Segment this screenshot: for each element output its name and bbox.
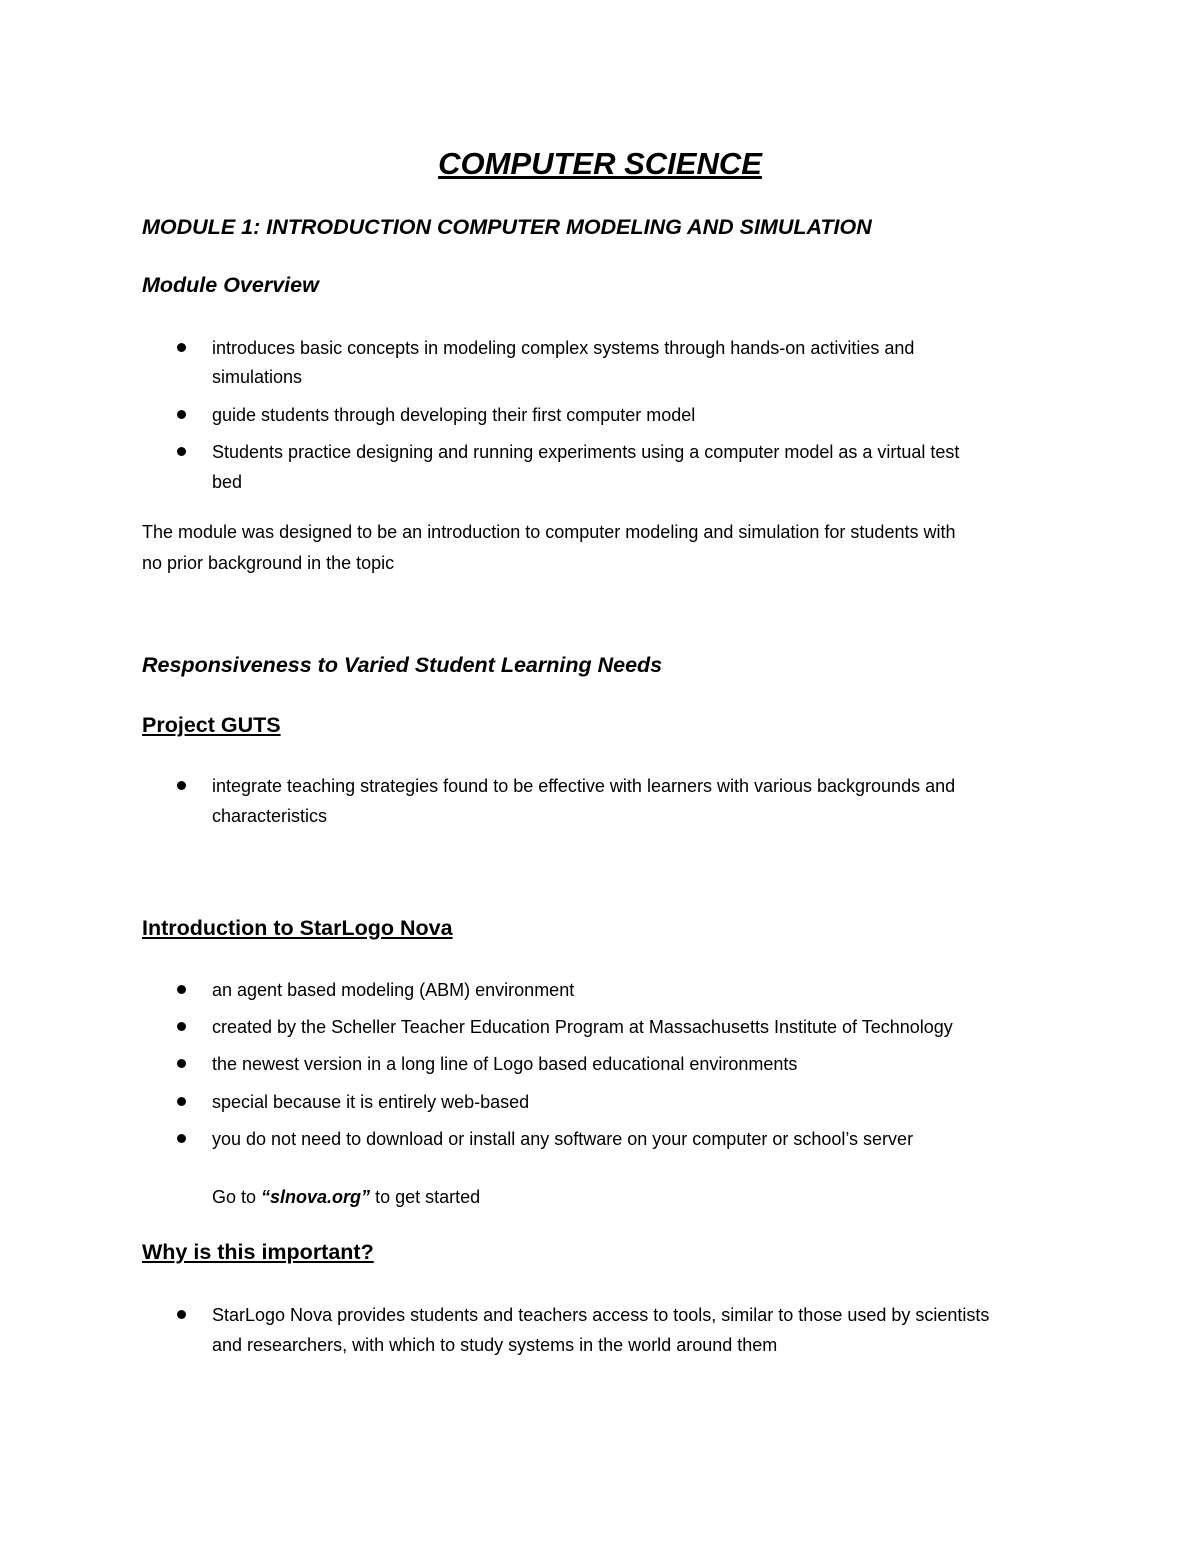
page-title: COMPUTER SCIENCE — [438, 146, 762, 181]
overview-bullet-3-line-1: Students practice designing and running experiments using a computer model as a virtual test — [212, 442, 960, 462]
guts-bullet-line-2: characteristics — [212, 806, 328, 826]
bullet-icon — [177, 1022, 186, 1031]
goto-suffix: to get started — [370, 1187, 481, 1207]
bullet-icon — [177, 1134, 186, 1143]
overview-bullet-1-line-1: introduces basic concepts in modeling complex systems through hands-on activities and — [212, 338, 915, 358]
starlogo-bullet-1: an agent based modeling (ABM) environment — [212, 980, 575, 1000]
guts-bullet-line-1: integrate teaching strategies found to be effective with learners with various backgrounds and — [212, 776, 956, 796]
slnova-link-text: “slnova.org” — [261, 1187, 371, 1207]
starlogo-heading: Introduction to StarLogo Nova — [142, 916, 453, 940]
bullet-icon — [177, 1097, 186, 1106]
bullet-icon — [177, 1310, 186, 1319]
importance-heading: Why is this important? — [142, 1240, 374, 1264]
starlogo-bullet-4: special because it is entirely web-based — [212, 1092, 530, 1112]
overview-paragraph-line-1: The module was designed to be an introduction to computer modeling and simulation for students with — [142, 522, 956, 542]
overview-bullet-1-line-2: simulations — [212, 367, 303, 387]
overview-bullet-3-line-2: bed — [212, 472, 243, 492]
bullet-icon — [177, 781, 186, 790]
overview-bullet-2: guide students through developing their first computer model — [212, 405, 696, 425]
module-title: MODULE 1: INTRODUCTION COMPUTER MODELING AND SIMULATION — [142, 215, 872, 239]
goto-line — [212, 1187, 480, 1208]
responsiveness-heading: Responsiveness to Varied Student Learning Needs — [142, 653, 663, 677]
overview-paragraph-line-2: no prior background in the topic — [142, 553, 395, 573]
importance-bullet-line-1: StarLogo Nova provides students and teachers access to tools, similar to those used by scientists — [212, 1305, 990, 1325]
bullet-icon — [177, 447, 186, 456]
goto-prefix: Go to — [212, 1187, 262, 1207]
overview-heading: Module Overview — [142, 273, 319, 297]
bullet-icon — [177, 410, 186, 419]
starlogo-bullet-2: created by the Scheller Teacher Education Program at Massachusetts Institute of Technology — [212, 1017, 953, 1037]
starlogo-bullet-5: you do not need to download or install any software on your computer or school’s server — [212, 1129, 914, 1149]
project-guts-heading: Project GUTS — [142, 713, 281, 737]
importance-bullet-line-2: and researchers, with which to study systems in the world around them — [212, 1335, 778, 1355]
bullet-icon — [177, 985, 186, 994]
bullet-icon — [177, 1059, 186, 1068]
starlogo-bullet-3: the newest version in a long line of Logo based educational environments — [212, 1054, 798, 1074]
bullet-icon — [177, 343, 186, 352]
